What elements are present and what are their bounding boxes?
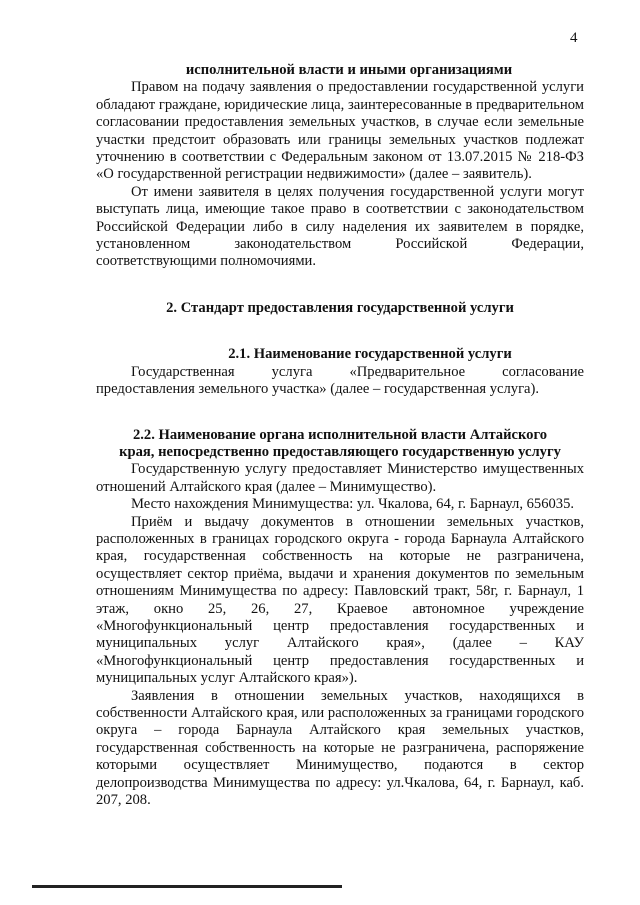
section-2-2-paragraph-2: Место нахождения Минимущества: ул. Чкалова, 64, г. Барнаул, 656035. [131,496,575,513]
continued-heading: исполнительной власти и иными организациями [185,62,513,78]
scan-edge-line [32,885,342,888]
section-2-2-title-line-1: 2.2. Наименование органа исполнительной власти Алтайского [132,426,548,443]
intro-paragraph-1: Правом на подачу заявления о предоставлении государственной услуги обладают граждане, юридические лица, заинтересованные в предварительном согласовании предоставления земельных участков, в случае если земельные участки предстоит образовать или границы земельных участков подлежат уточнению в соответствии с Федеральным законом от 13.07.2015 № 218-ФЗ «О государственной регистрации недвижимости» (далее – заявитель). [96,79,584,183]
section-2-2-paragraph-1: Государственную услугу предоставляет Министерство имущественных отношений Алтайского края (далее – Минимущество). [96,461,584,495]
document-body [96,62,584,809]
intro-paragraph-2: От имени заявителя в целях получения государственной услуги могут выступать лица, имеющие такое право в соответствии с законодательством Российской Федерации либо в силу наделения их заявителем в порядке, установленном законодательством Российской Федерации, соответствующими полномочиями. [96,183,584,270]
page-number: 4 [570,30,578,46]
section-2-2-title-line-2: края, непосредственно предоставляющего государственную услугу [119,443,561,460]
section-2-title: 2. Стандарт предоставления государственной услуги [166,299,514,316]
section-2-1-text: Государственная услуга «Предварительное согласование предоставления земельного участка» (далее – государственная услуга). [96,363,584,398]
section-2-2-paragraph-4: Заявления в отношении земельных участков, находящихся в собственности Алтайского края, или расположенных за границами городского округа – города Барнаула Алтайского края земельных участков, государственная собственность на которые не разграничена, распоряжение которыми осуществляет Минимущество, подаются в сектор делопроизводства Минимущества по адресу: ул.Чкалова, 64, г. Барнаул, каб. 207, 208. [96,687,584,809]
section-2-1-title: 2.1. Наименование государственной услуги [228,346,512,363]
section-2-2-paragraph-3: Приём и выдачу документов в отношении земельных участков, расположенных в границах городского округа - города Барнаула Алтайского края, государственная собственность на которые не разграничена, осуществляет сектор приёма, выдачи и хранения документов по земельным отношениям Минимущества по адресу: Павловский тракт, 58г, г. Барнаул, 1 этаж, окно 25, 26, 27, Краевое автономное учреждение «Многофункциональный центр предоставления государственных и муниципальных услуг Алтайского края», (далее – КАУ «Многофункциональный центр предоставления государственных и муниципальных услуг Алтайского края»). [96,513,584,687]
